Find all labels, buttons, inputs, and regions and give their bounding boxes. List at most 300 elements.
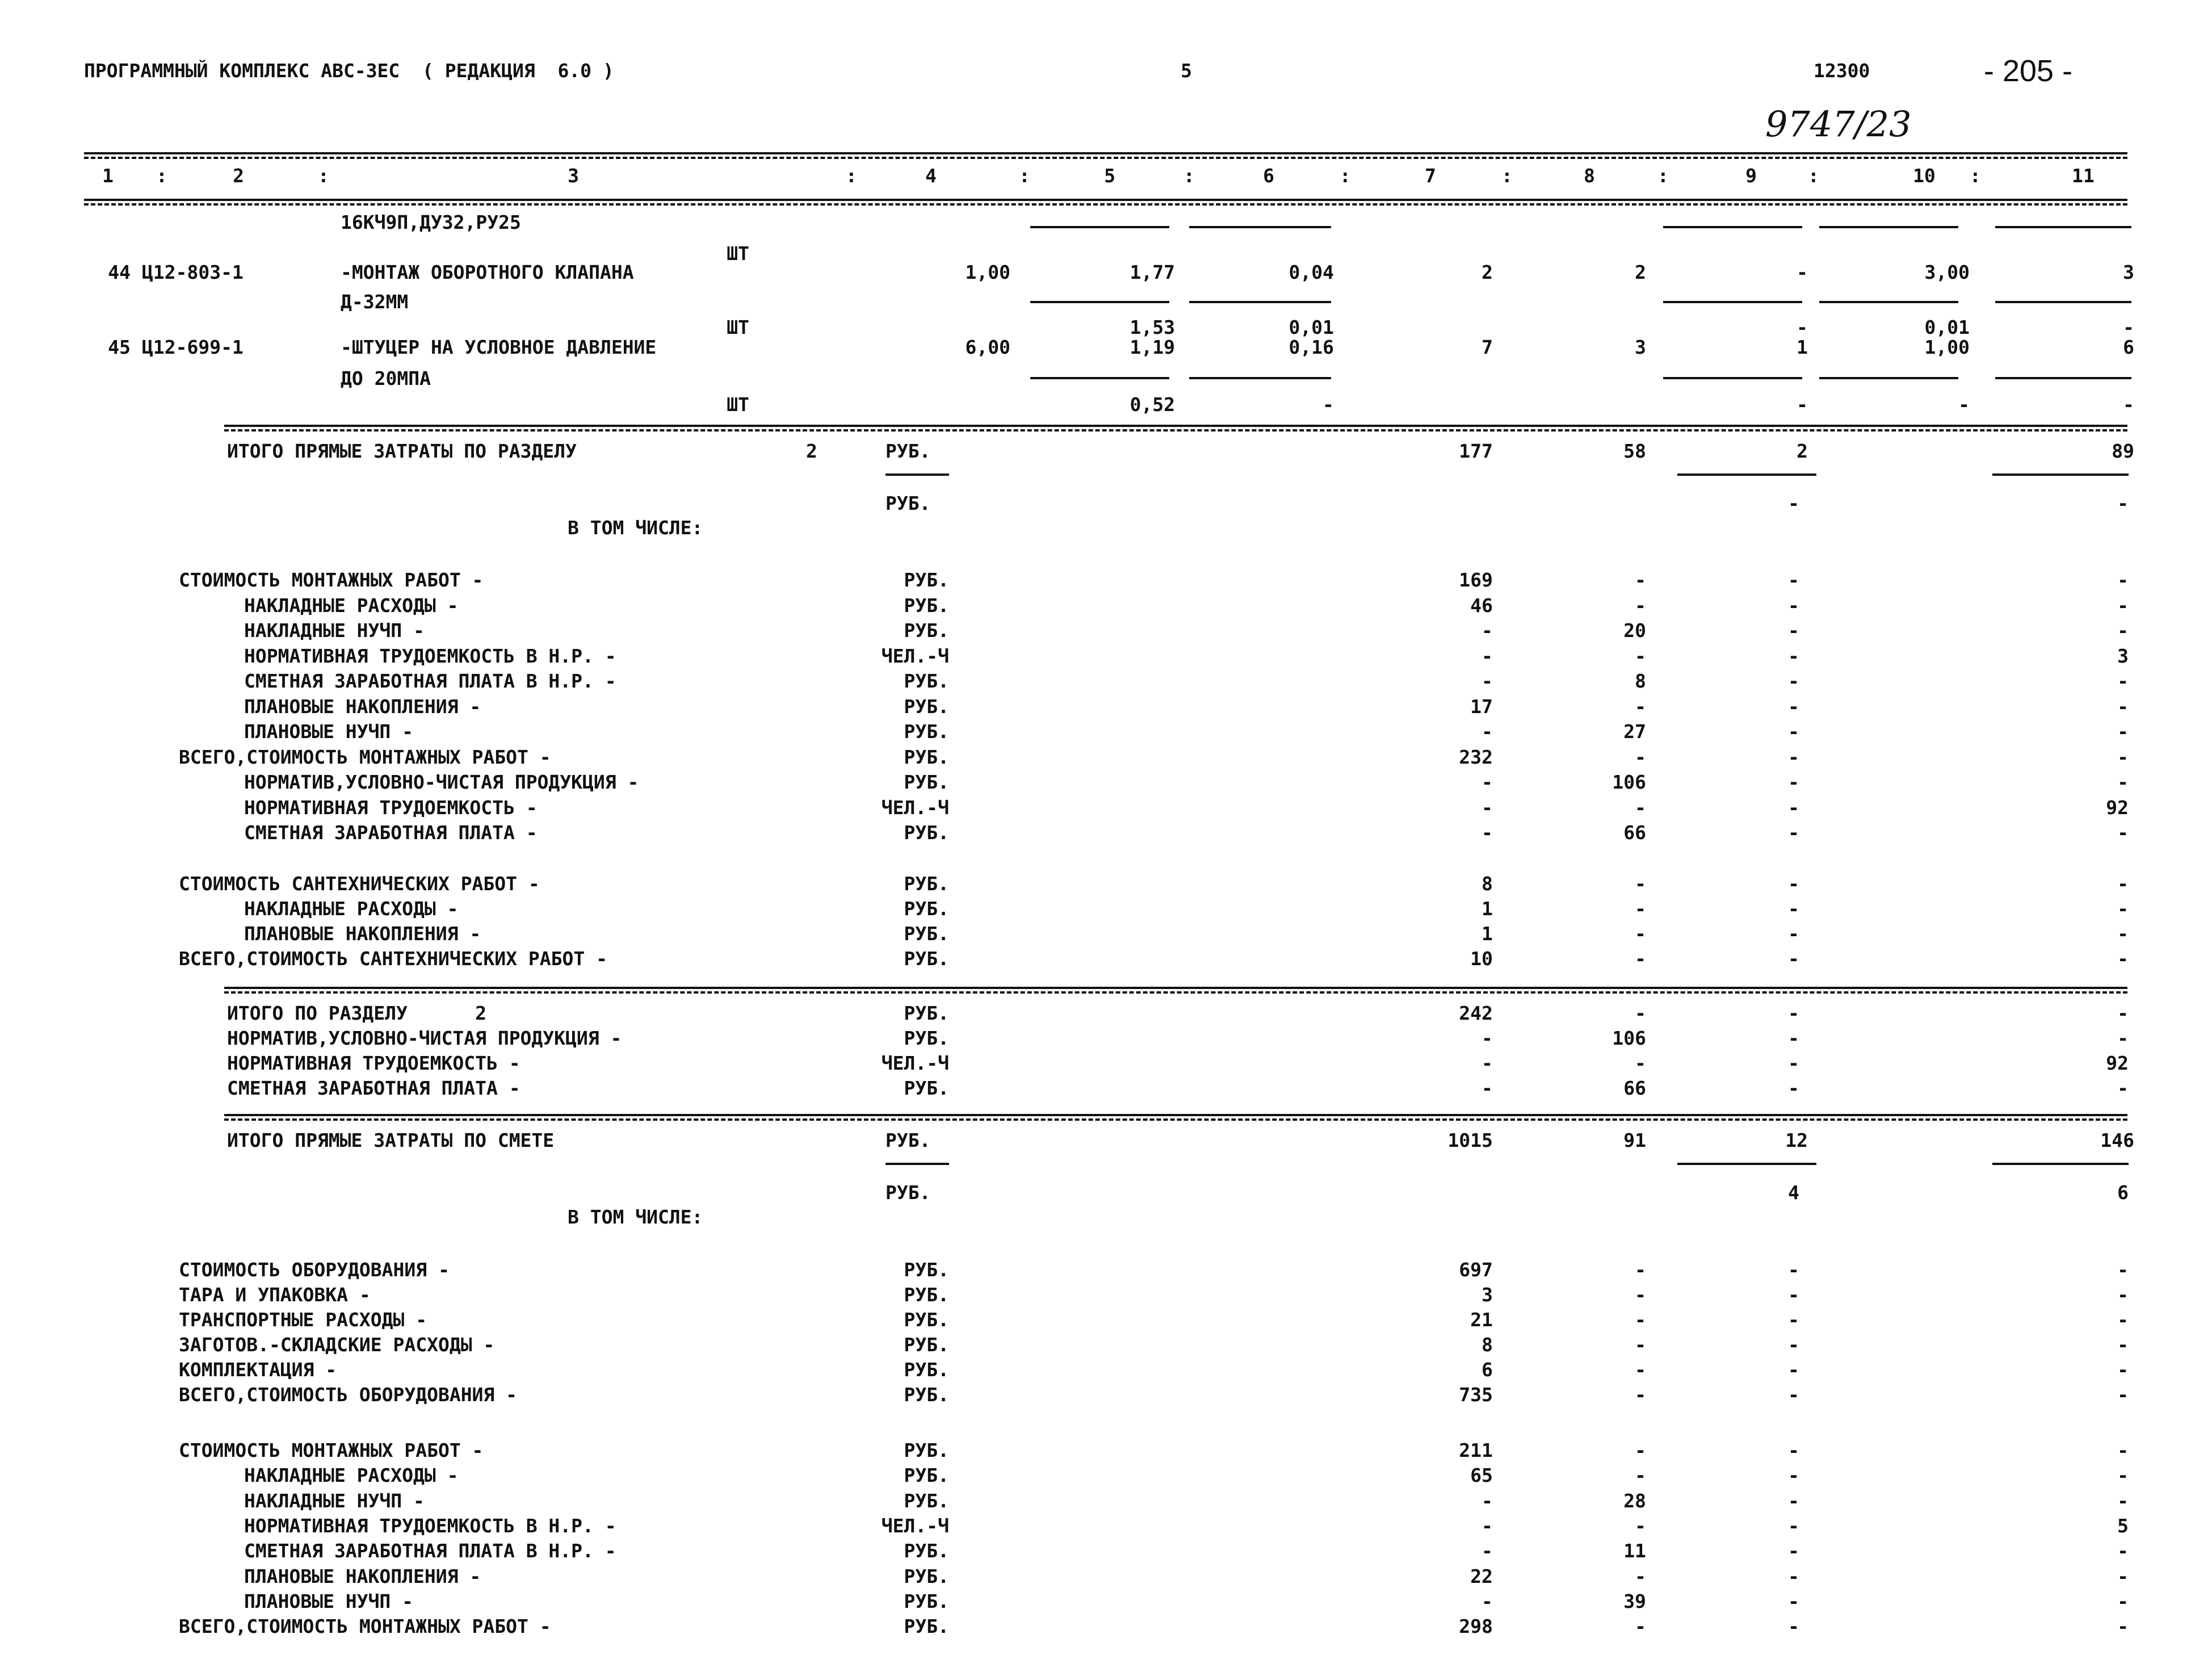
line-c7: 1 — [1481, 923, 1493, 945]
summary1-c11: 89 — [2112, 440, 2134, 462]
line-c9: - — [1788, 1359, 1799, 1381]
row-c11: 6 — [2123, 336, 2134, 358]
row-description: -ШТУЦЕР НА УСЛОВНОЕ ДАВЛЕНИЕ — [341, 336, 657, 358]
line-unit: ЧЕЛ.-Ч — [881, 1514, 949, 1537]
line-c8: - — [1635, 1334, 1646, 1356]
row-code: Ц12-803-1 — [142, 261, 244, 283]
line-c9: - — [1788, 1384, 1799, 1406]
line-c11: - — [2117, 771, 2129, 793]
line-label: ЗАГОТОВ.-СКЛАДСКИЕ РАСХОДЫ - — [179, 1334, 495, 1356]
line-label: СМЕТНАЯ ЗАРАБОТНАЯ ПЛАТА В Н.Р. - — [244, 1540, 616, 1562]
row-c7: 7 — [1481, 336, 1493, 358]
line-c7: - — [1481, 1514, 1493, 1537]
line-c11: - — [2117, 1077, 2129, 1099]
line-unit: РУБ. — [904, 569, 949, 591]
line-c11: - — [2117, 695, 2129, 718]
line-unit: РУБ. — [904, 771, 949, 793]
row-c8: 2 — [1635, 261, 1646, 283]
row-c5: 1,53 — [1130, 316, 1175, 338]
line-unit: РУБ. — [904, 948, 949, 970]
line-c9: - — [1788, 1489, 1799, 1512]
line-c7: - — [1481, 1540, 1493, 1562]
line-c8: - — [1635, 898, 1646, 920]
row-description: ДО 20МПА — [341, 367, 431, 389]
line-label: ВСЕГО,СТОИМОСТЬ МОНТАЖНЫХ РАБОТ - — [179, 745, 551, 768]
line-c9: - — [1788, 1590, 1799, 1612]
line-c11: - — [2117, 948, 2129, 970]
cell-rule — [1030, 301, 1169, 303]
line-c7: 3 — [1481, 1284, 1493, 1306]
line-c7: 8 — [1481, 873, 1493, 895]
row-c9: - — [1797, 316, 1808, 338]
line-c9: - — [1788, 1052, 1799, 1074]
line-c7: - — [1481, 796, 1493, 819]
cell-rule — [1819, 301, 1958, 303]
summary1-c7: 177 — [1459, 440, 1493, 462]
line-c11: - — [2117, 822, 2129, 844]
line-unit: РУБ. — [904, 1309, 949, 1331]
line-c8: - — [1635, 1384, 1646, 1406]
row-c7: 2 — [1481, 261, 1493, 283]
row-c8: 3 — [1635, 336, 1646, 358]
line-c7: 21 — [1470, 1309, 1493, 1331]
line-unit: РУБ. — [904, 670, 949, 692]
row-c6: 0,16 — [1288, 336, 1334, 358]
row-description: Д-32ММ — [341, 291, 409, 313]
line-label: ВСЕГО,СТОИМОСТЬ САНТЕХНИЧЕСКИХ РАБОТ - — [179, 948, 607, 970]
summary1-c8: 58 — [1623, 440, 1646, 462]
summary1-c11b: - — [2117, 492, 2129, 514]
line-c11: - — [2117, 745, 2129, 768]
line-unit: РУБ. — [904, 745, 949, 768]
summary1-c11-rule — [1992, 474, 2129, 476]
cell-rule — [1030, 226, 1169, 228]
column-header-3: 3 — [568, 165, 579, 187]
line-c11: - — [2117, 923, 2129, 945]
line-label: НОРМАТИВ,УСЛОВНО-ЧИСТАЯ ПРОДУКЦИЯ - — [227, 1027, 622, 1049]
line-c9: - — [1788, 923, 1799, 945]
summary2-c9: 12 — [1785, 1129, 1808, 1151]
line-c11: - — [2117, 1464, 2129, 1487]
line-label: СМЕТНАЯ ЗАРАБОТНАЯ ПЛАТА В Н.Р. - — [244, 670, 616, 692]
line-c7: 735 — [1459, 1384, 1493, 1406]
row-description: -МОНТАЖ ОБОРОТНОГО КЛАПАНА — [341, 261, 634, 283]
line-label: ВСЕГО,СТОИМОСТЬ МОНТАЖНЫХ РАБОТ - — [179, 1615, 551, 1638]
line-c11: - — [2117, 1334, 2129, 1356]
line-c9: - — [1788, 1540, 1799, 1562]
summary1-unit-rule — [885, 474, 949, 476]
line-unit: РУБ. — [904, 923, 949, 945]
line-label: ТРАНСПОРТНЫЕ РАСХОДЫ - — [179, 1309, 427, 1331]
summary1-label: ИТОГО ПРЯМЫЕ ЗАТРАТЫ ПО РАЗДЕЛУ — [227, 440, 577, 462]
line-c9: - — [1788, 898, 1799, 920]
line-c8: - — [1635, 1359, 1646, 1381]
line-label: НАКЛАДНЫЕ НУЧП - — [244, 1489, 425, 1512]
line-c7: - — [1481, 1027, 1493, 1049]
line-unit: РУБ. — [904, 822, 949, 844]
line-c9: - — [1788, 873, 1799, 895]
line-c11: - — [2117, 1565, 2129, 1587]
line-c7: - — [1481, 771, 1493, 793]
line-c9: - — [1788, 1565, 1799, 1587]
line-c8: - — [1635, 569, 1646, 591]
cell-rule — [1663, 377, 1802, 379]
line-c8: - — [1635, 644, 1646, 667]
line-c11: - — [2117, 1590, 2129, 1612]
line-c8: - — [1635, 695, 1646, 718]
line-c11: 92 — [2106, 796, 2129, 819]
cell-rule — [1663, 226, 1802, 228]
cell-rule — [1995, 301, 2131, 303]
line-c9: - — [1788, 1334, 1799, 1356]
line-c11: - — [2117, 1284, 2129, 1306]
line-c9: - — [1788, 1615, 1799, 1638]
line-c9: - — [1788, 594, 1799, 617]
column-separator: : — [1501, 165, 1513, 187]
column-separator: : — [1970, 165, 1981, 187]
line-c7: - — [1481, 1489, 1493, 1512]
line-c11: - — [2117, 1027, 2129, 1049]
page-number: - 205 - — [1984, 54, 2073, 88]
summary1-including: В ТОМ ЧИСЛЕ: — [568, 517, 703, 539]
line-label: СМЕТНАЯ ЗАРАБОТНАЯ ПЛАТА - — [244, 822, 538, 844]
cell-rule — [1995, 226, 2131, 228]
summary2-label: ИТОГО ПРЯМЫЕ ЗАТРАТЫ ПО СМЕТЕ — [227, 1129, 555, 1151]
line-c9: - — [1788, 822, 1799, 844]
summary2-c9-rule — [1677, 1163, 1816, 1165]
column-header-11: 11 — [2072, 165, 2095, 187]
line-label: ПЛАНОВЫЕ НУЧП - — [244, 720, 414, 743]
summary2-rule-dashed — [224, 1118, 2127, 1121]
column-header-8: 8 — [1584, 165, 1595, 187]
line-c7: - — [1481, 619, 1493, 642]
column-separator: : — [1019, 165, 1030, 187]
summary2-c9b: 4 — [1788, 1181, 1799, 1204]
column-header-1: 1 — [102, 165, 114, 187]
line-label: СМЕТНАЯ ЗАРАБОТНАЯ ПЛАТА - — [227, 1077, 521, 1099]
line-c11: 5 — [2117, 1514, 2129, 1537]
row-c6: 0,04 — [1288, 261, 1334, 283]
line-c7: - — [1481, 822, 1493, 844]
line-c11: 3 — [2117, 644, 2129, 667]
cell-rule — [1030, 377, 1169, 379]
line-c8: - — [1635, 1565, 1646, 1587]
line-c8: 11 — [1623, 1540, 1646, 1562]
header-rule-top — [84, 152, 2127, 154]
row-c5: 0,52 — [1130, 393, 1175, 416]
cell-rule — [1995, 377, 2131, 379]
line-unit: РУБ. — [904, 619, 949, 642]
line-unit: РУБ. — [904, 1540, 949, 1562]
column-separator: : — [1808, 165, 1819, 187]
row-c11: - — [2123, 316, 2134, 338]
line-c9: - — [1788, 1027, 1799, 1049]
line-c7: 697 — [1459, 1259, 1493, 1281]
row-c10: 1,00 — [1924, 336, 1970, 358]
summary1-rule-dashed — [224, 429, 2127, 431]
line-c9: - — [1788, 1077, 1799, 1099]
line-label: СТОИМОСТЬ ОБОРУДОВАНИЯ - — [179, 1259, 450, 1281]
line-unit: РУБ. — [904, 1464, 949, 1487]
line-label: НОРМАТИВНАЯ ТРУДОЕМКОСТЬ В Н.Р. - — [244, 644, 616, 667]
line-label: СТОИМОСТЬ САНТЕХНИЧЕСКИХ РАБОТ - — [179, 873, 540, 895]
cell-rule — [1819, 226, 1958, 228]
line-c8: 27 — [1623, 720, 1646, 743]
line-c8: 66 — [1623, 1077, 1646, 1099]
line-unit: РУБ. — [904, 1284, 949, 1306]
row-number: 45 — [108, 336, 131, 358]
line-c8: 106 — [1612, 1027, 1646, 1049]
header-rule-dashed — [84, 157, 2127, 159]
line-unit: РУБ. — [904, 1590, 949, 1612]
row-c9: - — [1797, 261, 1808, 283]
row-description: 16КЧ9П,ДУ32,РУ25 — [341, 211, 521, 233]
line-c7: 8 — [1481, 1334, 1493, 1356]
line-label: НАКЛАДНЫЕ НУЧП - — [244, 619, 425, 642]
line-c7: 6 — [1481, 1359, 1493, 1381]
line-c7: - — [1481, 720, 1493, 743]
line-label: ИТОГО ПО РАЗДЕЛУ 2 — [227, 1002, 486, 1024]
section-total-rule-dashed — [224, 991, 2127, 994]
line-c7: 232 — [1459, 745, 1493, 768]
line-c9: - — [1788, 720, 1799, 743]
row-c11: 3 — [2123, 261, 2134, 283]
line-c11: - — [2117, 1489, 2129, 1512]
line-c11: - — [2117, 898, 2129, 920]
row-unit: ШТ — [727, 393, 749, 416]
line-c7: 298 — [1459, 1615, 1493, 1638]
summary2-rule — [224, 1114, 2127, 1116]
line-c7: 10 — [1470, 948, 1493, 970]
line-label: НОРМАТИВНАЯ ТРУДОЕМКОСТЬ - — [244, 796, 538, 819]
header-rule-bottom-dashed — [84, 203, 2127, 206]
line-label: НОРМАТИВНАЯ ТРУДОЕМКОСТЬ - — [227, 1052, 521, 1074]
line-c11: - — [2117, 1439, 2129, 1461]
line-c11: - — [2117, 569, 2129, 591]
line-unit: РУБ. — [904, 1384, 949, 1406]
line-c8: - — [1635, 1615, 1646, 1638]
line-c7: - — [1481, 1077, 1493, 1099]
line-label: НАКЛАДНЫЕ РАСХОДЫ - — [244, 594, 459, 617]
summary2-unit: РУБ. — [885, 1129, 931, 1151]
line-label: ВСЕГО,СТОИМОСТЬ ОБОРУДОВАНИЯ - — [179, 1384, 518, 1406]
row-c11: - — [2123, 393, 2134, 416]
line-unit: РУБ. — [904, 1027, 949, 1049]
program-title: ПРОГРАММНЫЙ КОМПЛЕКС АВС-3ЕС ( РЕДАКЦИЯ 6.0 ) — [84, 60, 614, 82]
line-unit: РУБ. — [904, 1615, 949, 1638]
summary2-c11b: 6 — [2117, 1181, 2129, 1204]
line-c9: - — [1788, 695, 1799, 718]
line-unit: ЧЕЛ.-Ч — [881, 644, 949, 667]
cell-rule — [1663, 301, 1802, 303]
line-unit: РУБ. — [904, 1565, 949, 1587]
summary1-c9-rule — [1677, 474, 1816, 476]
line-c7: 1 — [1481, 898, 1493, 920]
row-c5: 1,19 — [1130, 336, 1175, 358]
line-c8: - — [1635, 948, 1646, 970]
line-c7: 17 — [1470, 695, 1493, 718]
summary1-section: 2 — [806, 440, 817, 462]
line-c7: - — [1481, 1590, 1493, 1612]
line-c9: - — [1788, 1439, 1799, 1461]
line-c11: - — [2117, 720, 2129, 743]
line-label: ТАРА И УПАКОВКА - — [179, 1284, 371, 1306]
line-c8: - — [1635, 873, 1646, 895]
line-unit: РУБ. — [904, 1439, 949, 1461]
row-c10: 0,01 — [1924, 316, 1970, 338]
line-label: НАКЛАДНЫЕ РАСХОДЫ - — [244, 898, 459, 920]
line-c11: - — [2117, 1540, 2129, 1562]
summary1-c9b: - — [1788, 492, 1799, 514]
summary2-c8: 91 — [1623, 1129, 1646, 1151]
line-unit: РУБ. — [904, 1002, 949, 1024]
line-c8: - — [1635, 745, 1646, 768]
header-rule-bottom — [84, 199, 2127, 201]
line-c7: - — [1481, 670, 1493, 692]
line-c7: - — [1481, 644, 1493, 667]
line-label: НОРМАТИВНАЯ ТРУДОЕМКОСТЬ В Н.Р. - — [244, 1514, 616, 1537]
column-header-2: 2 — [233, 165, 244, 187]
line-c8: 66 — [1623, 822, 1646, 844]
line-c11: - — [2117, 1615, 2129, 1638]
document-code: 12300 — [1814, 60, 1870, 82]
summary2-c11: 146 — [2100, 1129, 2134, 1151]
summary2-unit-rule — [885, 1163, 949, 1165]
column-separator: : — [156, 165, 167, 187]
line-unit: ЧЕЛ.-Ч — [881, 796, 949, 819]
column-separator: : — [318, 165, 329, 187]
line-unit: РУБ. — [904, 873, 949, 895]
column-header-6: 6 — [1263, 165, 1274, 187]
column-separator: : — [1183, 165, 1195, 187]
line-unit: РУБ. — [904, 720, 949, 743]
summary2-including: В ТОМ ЧИСЛЕ: — [568, 1206, 703, 1228]
line-c11: - — [2117, 1359, 2129, 1381]
line-c9: - — [1788, 619, 1799, 642]
section-total-rule — [224, 987, 2127, 989]
row-c9: 1 — [1797, 336, 1808, 358]
line-unit: РУБ. — [904, 898, 949, 920]
line-c7: 46 — [1470, 594, 1493, 617]
line-c11: - — [2117, 873, 2129, 895]
line-unit: ЧЕЛ.-Ч — [881, 1052, 949, 1074]
line-c8: - — [1635, 594, 1646, 617]
line-c8: - — [1635, 1439, 1646, 1461]
row-number: 44 — [108, 261, 131, 283]
line-c11: - — [2117, 1002, 2129, 1024]
sheet-number: 5 — [1181, 60, 1192, 82]
summary1-unit2: РУБ. — [885, 492, 931, 514]
line-label: КОМПЛЕКТАЦИЯ - — [179, 1359, 337, 1381]
row-c4: 6,00 — [965, 336, 1010, 358]
column-header-10: 10 — [1913, 165, 1936, 187]
line-c7: 22 — [1470, 1565, 1493, 1587]
line-c8: - — [1635, 1464, 1646, 1487]
line-c7: - — [1481, 1052, 1493, 1074]
row-c9: - — [1797, 393, 1808, 416]
line-unit: РУБ. — [904, 1489, 949, 1512]
line-unit: РУБ. — [904, 1334, 949, 1356]
line-c9: - — [1788, 1284, 1799, 1306]
column-header-7: 7 — [1425, 165, 1436, 187]
line-c11: - — [2117, 619, 2129, 642]
line-c8: 106 — [1612, 771, 1646, 793]
line-label: СТОИМОСТЬ МОНТАЖНЫХ РАБОТ - — [179, 569, 484, 591]
row-c10: - — [1958, 393, 1970, 416]
column-header-9: 9 — [1745, 165, 1757, 187]
line-c7: 169 — [1459, 569, 1493, 591]
row-c6: 0,01 — [1288, 316, 1334, 338]
line-c8: 8 — [1635, 670, 1646, 692]
line-c8: - — [1635, 1002, 1646, 1024]
line-label: ПЛАНОВЫЕ НАКОПЛЕНИЯ - — [244, 695, 481, 718]
cell-rule — [1819, 377, 1958, 379]
line-c11: - — [2117, 1309, 2129, 1331]
line-c8: 39 — [1623, 1590, 1646, 1612]
line-c8: 28 — [1623, 1489, 1646, 1512]
cell-rule — [1189, 377, 1331, 379]
column-separator: : — [1340, 165, 1351, 187]
line-c9: - — [1788, 771, 1799, 793]
line-c9: - — [1788, 1514, 1799, 1537]
row-c4: 1,00 — [965, 261, 1010, 283]
line-label: ПЛАНОВЫЕ НАКОПЛЕНИЯ - — [244, 1565, 481, 1587]
column-header-4: 4 — [925, 165, 937, 187]
line-c8: 20 — [1623, 619, 1646, 642]
line-c8: - — [1635, 1052, 1646, 1074]
line-c8: - — [1635, 796, 1646, 819]
line-unit: РУБ. — [904, 594, 949, 617]
line-label: НАКЛАДНЫЕ РАСХОДЫ - — [244, 1464, 459, 1487]
line-unit: РУБ. — [904, 1077, 949, 1099]
line-label: ПЛАНОВЫЕ НУЧП - — [244, 1590, 414, 1612]
summary2-unit2: РУБ. — [885, 1181, 931, 1204]
line-unit: РУБ. — [904, 1359, 949, 1381]
line-c9: - — [1788, 569, 1799, 591]
line-c8: - — [1635, 923, 1646, 945]
line-c11: - — [2117, 1384, 2129, 1406]
line-c9: - — [1788, 745, 1799, 768]
line-unit: РУБ. — [904, 695, 949, 718]
line-c9: - — [1788, 1002, 1799, 1024]
line-unit: РУБ. — [904, 1259, 949, 1281]
line-c9: - — [1788, 796, 1799, 819]
line-c7: 242 — [1459, 1002, 1493, 1024]
row-unit: ШТ — [727, 242, 749, 265]
line-label: ПЛАНОВЫЕ НАКОПЛЕНИЯ - — [244, 923, 481, 945]
summary1-rule — [224, 425, 2127, 427]
line-c8: - — [1635, 1514, 1646, 1537]
line-c9: - — [1788, 1259, 1799, 1281]
line-c11: - — [2117, 1259, 2129, 1281]
line-c8: - — [1635, 1284, 1646, 1306]
row-c6: - — [1323, 393, 1334, 416]
row-c5: 1,77 — [1130, 261, 1175, 283]
summary2-c7: 1015 — [1447, 1129, 1493, 1151]
line-c9: - — [1788, 1309, 1799, 1331]
line-c7: 211 — [1459, 1439, 1493, 1461]
summary1-c9: 2 — [1797, 440, 1808, 462]
row-unit: ШТ — [727, 316, 749, 338]
row-c10: 3,00 — [1924, 261, 1970, 283]
line-c11: - — [2117, 594, 2129, 617]
cell-rule — [1189, 226, 1331, 228]
handwritten-number: 9747/23 — [1765, 103, 1912, 145]
summary1-unit: РУБ. — [885, 440, 931, 462]
line-c8: - — [1635, 1259, 1646, 1281]
summary2-c11-rule — [1992, 1163, 2129, 1165]
line-c7: 65 — [1470, 1464, 1493, 1487]
